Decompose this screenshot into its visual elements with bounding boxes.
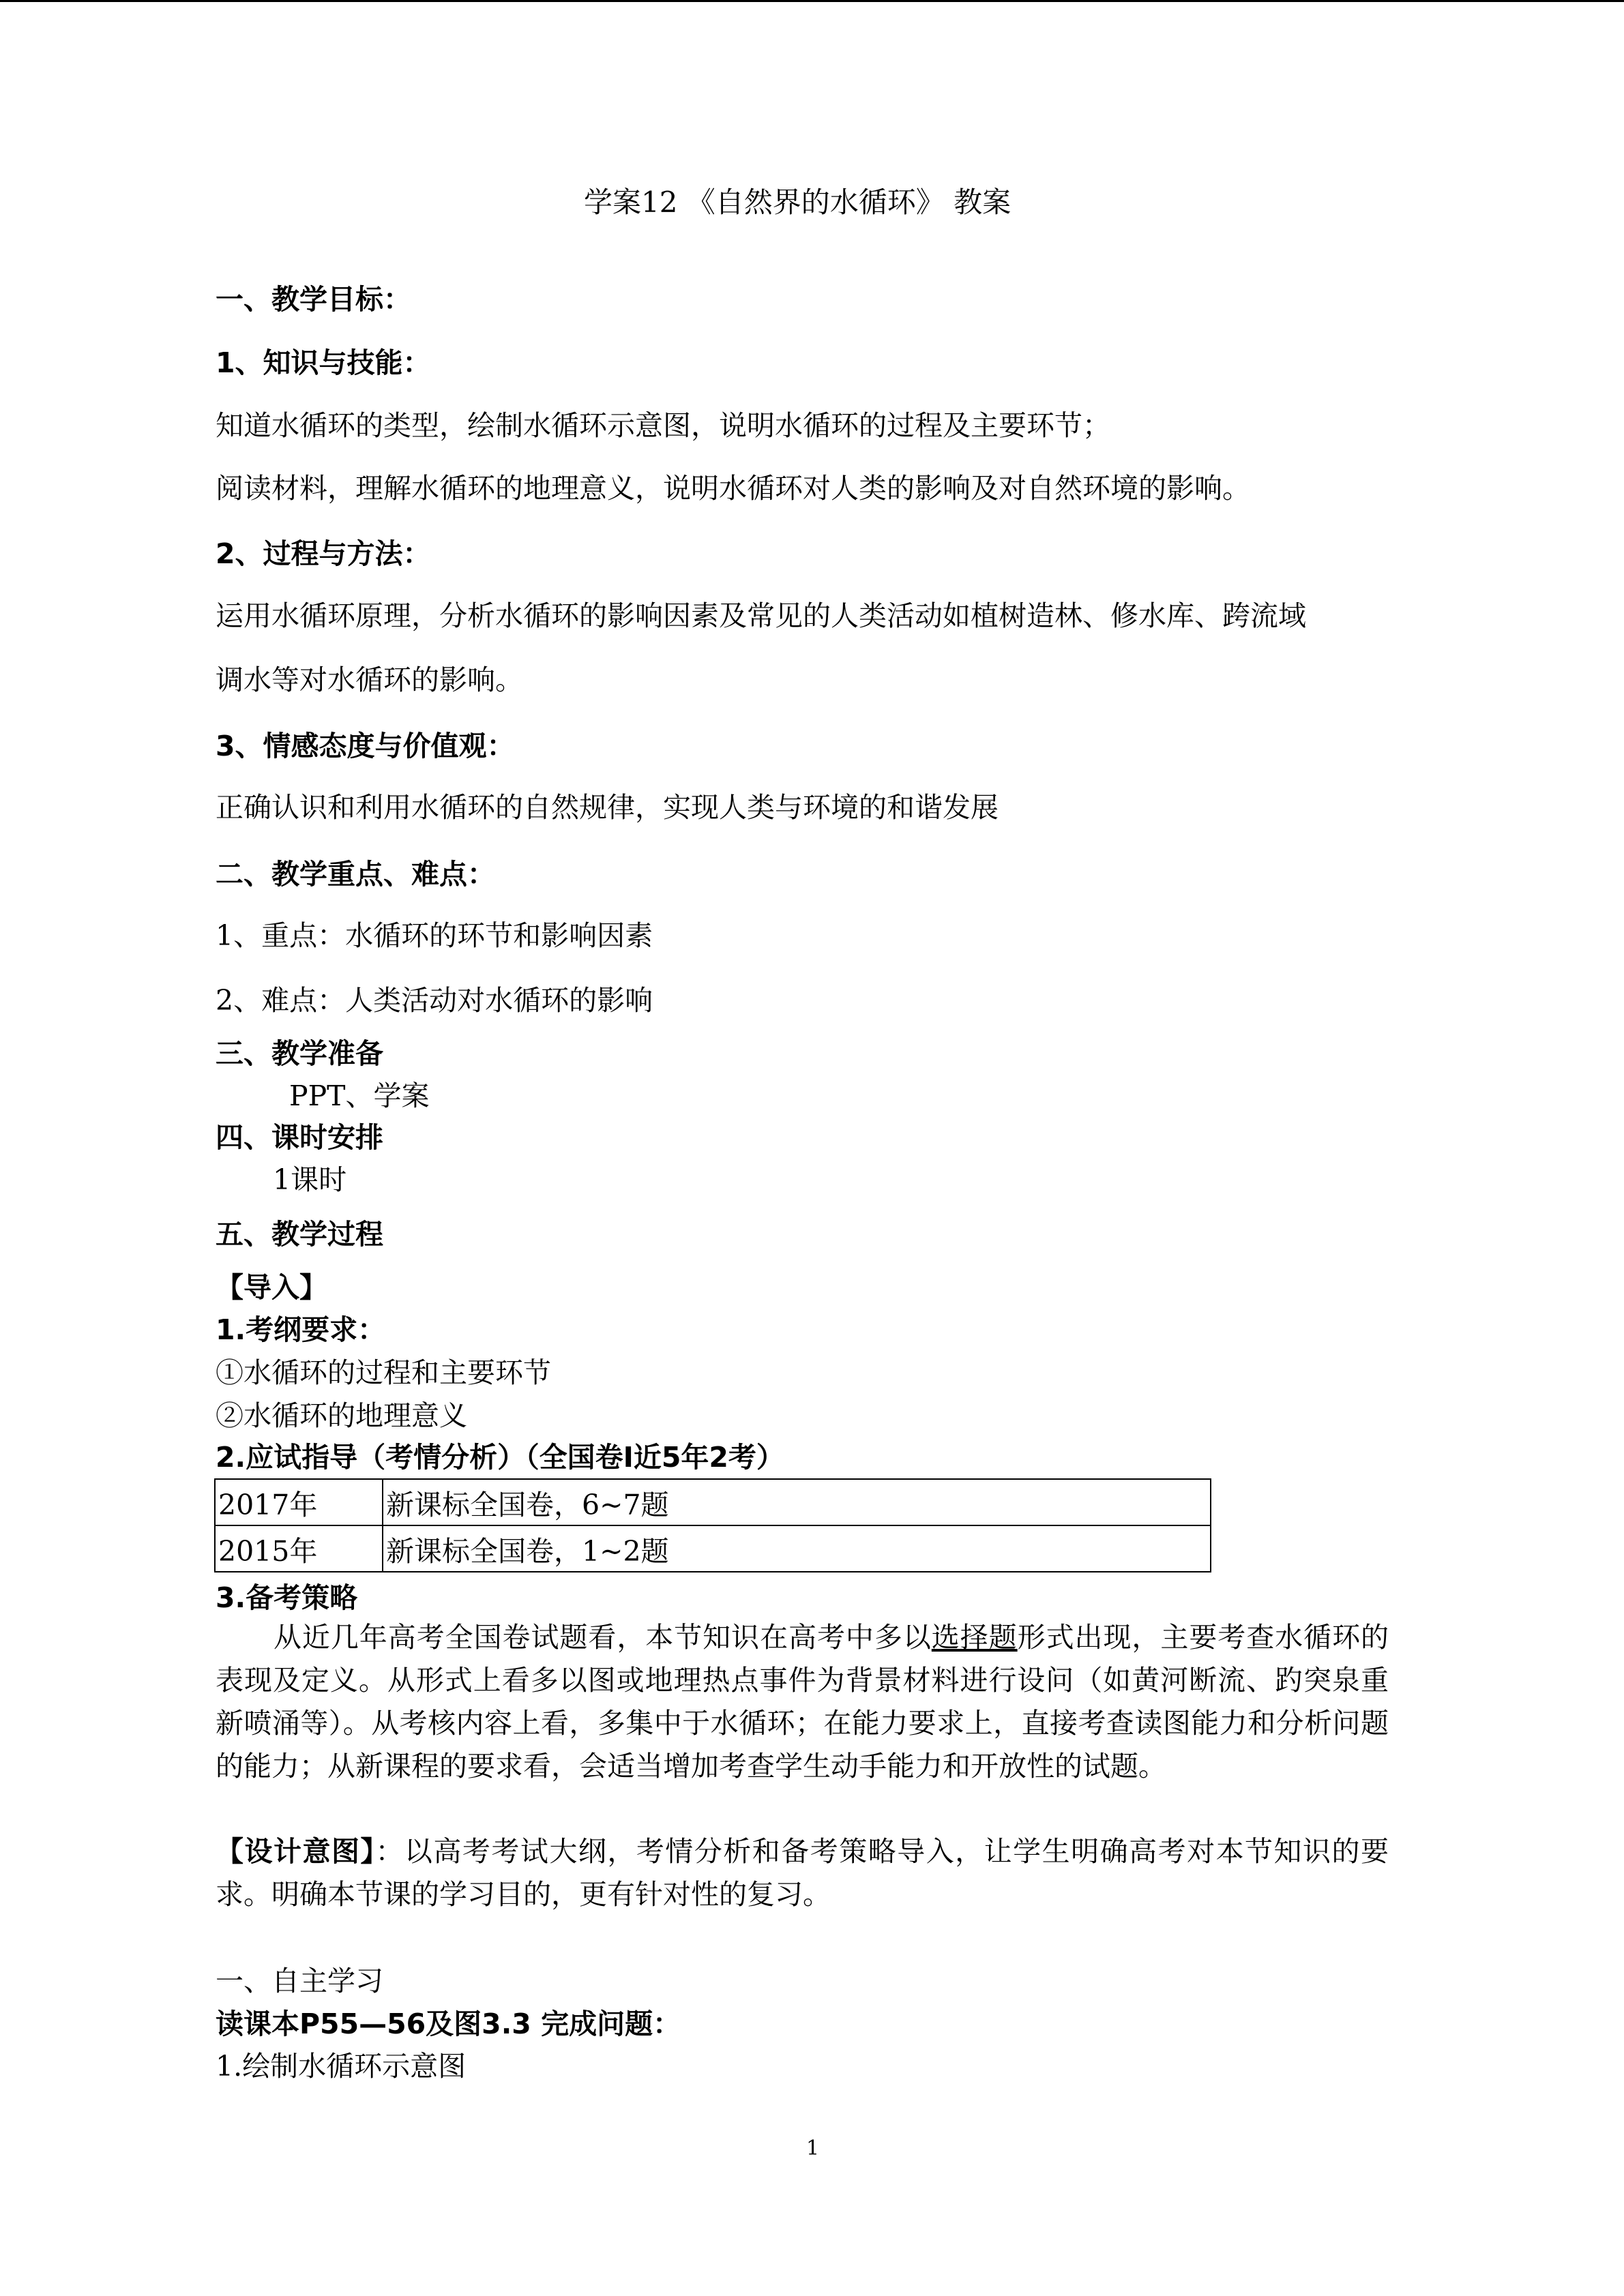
attitude-heading: 3、情感态度与价值观： (216, 730, 515, 762)
section3-heading: 三、教学准备 (216, 1037, 383, 1070)
strategy-heading: 3.备考策略 (216, 1581, 358, 1614)
design-intent-label: 【设计意图】 (216, 1835, 376, 1868)
section1-heading: 一、教学目标： (216, 283, 411, 316)
table-cell-desc: 新课标全国卷，6~7题 (383, 1479, 1211, 1525)
self-study-heading: 一、自主学习 (216, 1965, 383, 1997)
attitude-line-1: 正确认识和利用水循环的自然规律，实现人类与环境的和谐发展 (216, 791, 999, 824)
page-title: 学案12 《自然界的水循环》 教案 (584, 185, 1012, 219)
key-point-item: 1、重点：水循环的环节和影响因素 (216, 919, 653, 952)
exam-guide-heading: 2.应试指导（考情分析）（全国卷Ⅰ近5年2考） (216, 1441, 784, 1474)
knowledge-line-1: 知道水循环的类型，绘制水循环示意图，说明水循环的过程及主要环节； (216, 409, 1110, 442)
self-study-instruction: 读课本P55—56及图3.3 完成问题： (216, 2008, 681, 2040)
design-intent-paragraph (216, 1830, 1389, 1916)
table-cell-desc: 新课标全国卷，1~2题 (383, 1525, 1211, 1572)
self-study-item-1: 1.绘制水循环示意图 (216, 2050, 467, 2083)
page-number: 1 (806, 2136, 820, 2160)
intro-label: 【导入】 (216, 1271, 327, 1304)
table-cell-year: 2017年 (215, 1479, 383, 1525)
process-line-1: 运用水循环原理，分析水循环的影响因素及常见的人类活动如植树造林、修水库、跨流域 (216, 599, 1306, 632)
strategy-paragraph (216, 1616, 1389, 1788)
section4-heading: 四、课时安排 (216, 1121, 383, 1154)
strategy-text-b: 形式出现，主要考查水循环的表现及定义。从形式上看多以图或地理热点事件为背景材料进行设问（如黄河断流、趵突泉重新喷涌等）。从考核内容上看，多集中于水循环；在能力要求上，直接考查读图能力和分析问题的能力；从新课程的要求看，会适当增加考查学生动手能力和开放性的试题。 (216, 1621, 1389, 1783)
table-row (215, 1479, 1211, 1525)
strategy-text-a: 从近几年高考全国卷试题看，本节知识在高考中多以 (273, 1621, 932, 1654)
design-intent-text: ：以高考考试大纲，考情分析和备考策略导入，让学生明确高考对本节知识的要求。明确本节课的学习目的，更有针对性的复习。 (216, 1835, 1389, 1911)
section5-heading: 五、教学过程 (216, 1218, 383, 1251)
outline-item-2: ②水循环的地理意义 (216, 1399, 467, 1432)
table-cell-year: 2015年 (215, 1525, 383, 1572)
exam-history-table (214, 1478, 1211, 1572)
process-line-2: 调水等对水循环的影响。 (216, 664, 523, 696)
teaching-prep-content: PPT、学案 (289, 1079, 430, 1112)
difficult-point-item: 2、难点：人类活动对水循环的影响 (216, 984, 653, 1017)
process-method-heading: 2、过程与方法： (216, 537, 431, 570)
knowledge-line-2: 阅读材料，理解水循环的地理意义，说明水循环对人类的影响及对自然环境的影响。 (216, 472, 1250, 505)
page-top-border (0, 0, 1624, 2)
table-row (215, 1525, 1211, 1572)
knowledge-skills-heading: 1、知识与技能： (216, 346, 431, 379)
strategy-text-underlined: 选择题 (931, 1621, 1018, 1654)
class-hours-content: 1课时 (273, 1163, 347, 1196)
exam-outline-heading: 1.考纲要求： (216, 1313, 386, 1346)
outline-item-1: ①水循环的过程和主要环节 (216, 1356, 551, 1389)
section2-heading: 二、教学重点、难点： (216, 858, 495, 891)
